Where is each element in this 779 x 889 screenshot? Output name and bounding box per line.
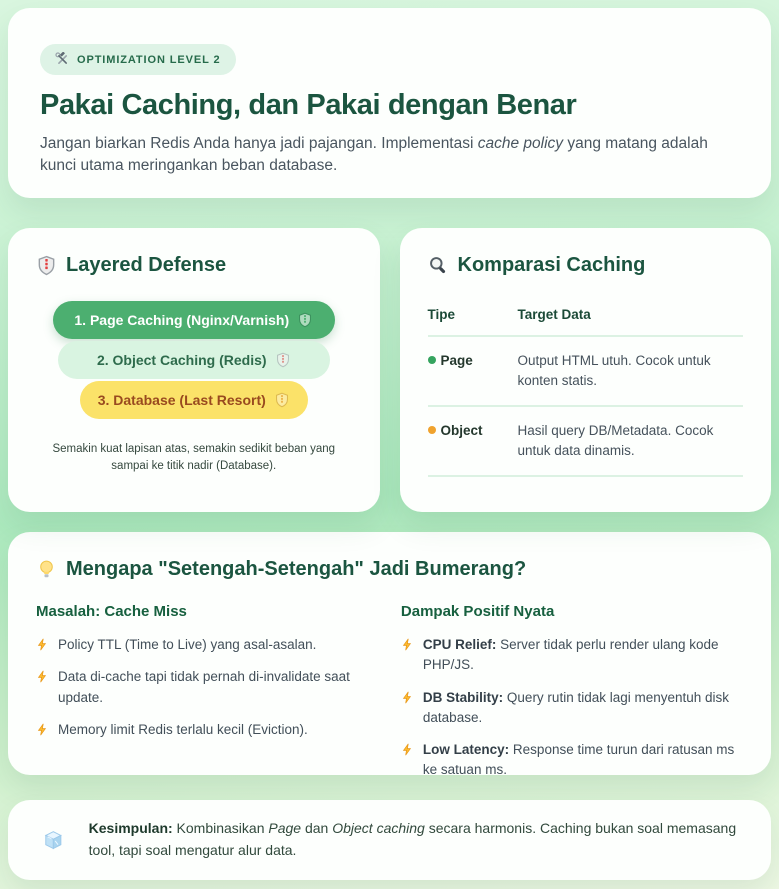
middle-row xyxy=(8,228,771,512)
problems-column xyxy=(36,603,365,793)
why-heading xyxy=(36,558,743,581)
defense-pyramid xyxy=(36,301,352,419)
object-dot xyxy=(428,426,436,434)
layered-defense-heading xyxy=(36,254,352,277)
shield-icon xyxy=(274,392,290,408)
why-card xyxy=(8,532,771,778)
column-header-target: Target Data xyxy=(517,307,591,322)
benefit-lead: CPU Relief: xyxy=(422,637,497,652)
hammer-wrench-icon xyxy=(55,52,70,67)
why-title: Mengapa "Setengah-Setengah" Jadi Bumerang? xyxy=(66,558,527,580)
list-item: DB Stability: Query rutin tidak lagi menyentuh disk database. xyxy=(401,688,743,729)
lightning-icon xyxy=(401,638,414,651)
optimization-level-badge xyxy=(40,44,236,75)
row-type-label: Page xyxy=(440,353,473,368)
list-item: Low Latency: Response time turun dari ratusan ms ke satuan ms. xyxy=(401,740,743,781)
conclusion-card xyxy=(8,800,771,880)
lightning-icon xyxy=(36,723,49,736)
conclusion-lead: Kesimpulan: xyxy=(88,820,173,837)
benefit-lead: Low Latency: xyxy=(422,742,510,757)
shield-icon xyxy=(275,352,291,368)
badge-label: OPTIMIZATION LEVEL 2 xyxy=(77,53,221,66)
subtitle-italic: cache policy xyxy=(477,135,564,152)
comparison-heading xyxy=(428,254,744,277)
row-type-label: Object xyxy=(440,423,483,439)
comparison-title: Komparasi Caching xyxy=(457,254,646,276)
page-title: Pakai Caching, dan Pakai dengan Benar xyxy=(40,89,577,121)
layer-object-caching: 2. Object Caching (Redis) xyxy=(58,341,330,379)
column-header-type: Tipe xyxy=(427,307,456,322)
comparison-table xyxy=(428,307,744,477)
table-row xyxy=(428,337,744,407)
table-header-row xyxy=(428,307,744,337)
row-description: Hasil query DB/Metadata. Cocok untuk data dinamis. xyxy=(517,423,714,458)
row-description: Output HTML utuh. Cocok untuk konten statis. xyxy=(517,353,711,388)
list-item: Data di-cache tapi tidak pernah di-invalidate saat update. xyxy=(36,667,365,708)
conclusion-text: Kesimpulan: Kombinasikan Page dan Object caching secara harmonis. Caching bukan soal memasang tool, tapi soal mengatur alur data. xyxy=(88,820,737,858)
shield-icon xyxy=(297,312,313,328)
page-dot xyxy=(428,356,436,364)
magnifier-icon xyxy=(428,255,449,276)
list-item: Policy TTL (Time to Live) yang asal-asalan. xyxy=(36,635,365,655)
page-subtitle: Jangan biarkan Redis Anda hanya jadi pajangan. Implementasi cache policy yang matang adalah kunci utama meringankan beban database. xyxy=(40,135,708,175)
lightning-icon xyxy=(36,638,49,651)
layered-defense-title: Layered Defense xyxy=(66,254,227,276)
problems-heading: Masalah: Cache Miss xyxy=(36,603,187,620)
lightbulb-icon xyxy=(36,559,57,580)
shield-icon xyxy=(36,255,57,276)
comparison-card xyxy=(400,228,772,512)
list-item: Memory limit Redis terlalu kecil (Eviction). xyxy=(36,720,365,740)
ice-cube-icon xyxy=(42,825,65,855)
hero-card xyxy=(8,8,771,198)
layer-database: 3. Database (Last Resort) xyxy=(80,381,308,419)
title-emphasis: Caching, xyxy=(121,89,241,121)
lightning-icon xyxy=(401,743,414,756)
layered-defense-card xyxy=(8,228,380,512)
list-item: CPU Relief: Server tidak perlu render ulang kode PHP/JS. xyxy=(401,635,743,676)
why-columns xyxy=(36,603,743,793)
layer-page-caching: 1. Page Caching (Nginx/Varnish) xyxy=(53,301,335,339)
benefits-column xyxy=(401,603,743,793)
benefits-heading: Dampak Positif Nyata xyxy=(400,603,555,620)
table-row xyxy=(428,407,744,477)
lightning-icon xyxy=(36,670,49,683)
lightning-icon xyxy=(401,691,414,704)
benefit-lead: DB Stability: xyxy=(422,689,504,705)
pyramid-caption: Semakin kuat lapisan atas, semakin sedikit beban yang sampai ke titik nadir (Database). xyxy=(52,443,336,473)
